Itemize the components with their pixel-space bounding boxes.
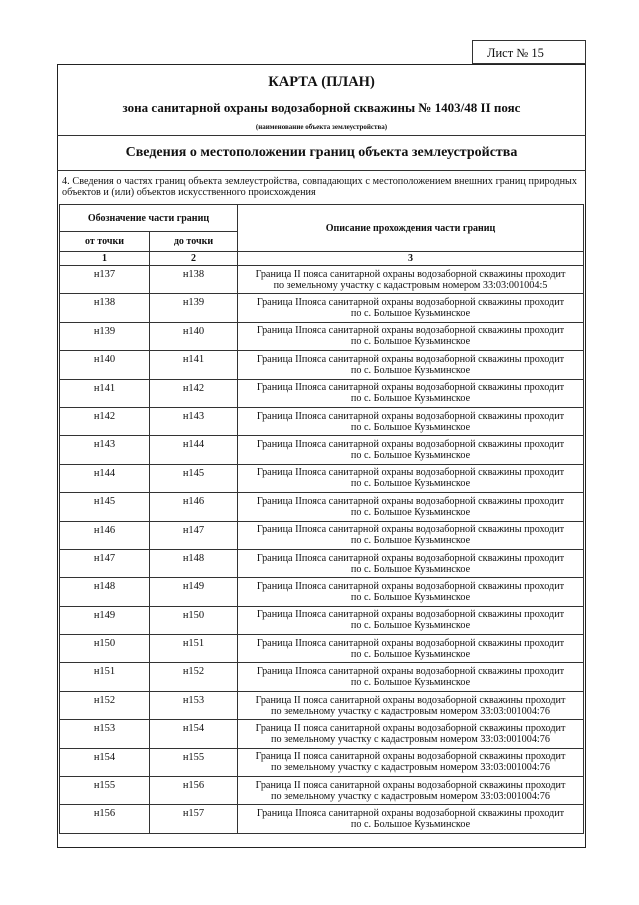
boundary-description <box>238 266 584 294</box>
column-number-1: 1 <box>60 252 150 266</box>
boundary-description <box>238 322 584 350</box>
boundary-description <box>238 549 584 577</box>
sheet-number: Лист № 15 <box>487 46 544 60</box>
from-point: н142 <box>60 407 150 435</box>
description-line-2: по с. Большое Кузьминское <box>350 336 471 348</box>
subtitle-caption: (наименование объекта землеустройства) <box>255 123 388 131</box>
from-point: н141 <box>60 379 150 407</box>
description-line-2: по с. Большое Кузьминское <box>350 620 471 632</box>
from-point: н137 <box>60 266 150 294</box>
to-point: н144 <box>150 436 238 464</box>
description-line-1: Граница IIпояса санитарной охраны водозаборной скважины проходит <box>256 353 565 365</box>
description-line-1: Граница II пояса санитарной охраны водозаборной скважины проходит <box>255 694 566 706</box>
to-point: н141 <box>150 351 238 379</box>
boundary-description <box>238 691 584 719</box>
to-point: н139 <box>150 294 238 322</box>
table-row <box>60 266 584 294</box>
table-row <box>60 351 584 379</box>
boundary-table <box>59 204 584 834</box>
from-point: н151 <box>60 663 150 691</box>
description-line-1: Граница IIпояса санитарной охраны водозаборной скважины проходит <box>256 297 565 309</box>
from-point: н140 <box>60 351 150 379</box>
to-point: н149 <box>150 578 238 606</box>
description-line-1: Граница II пояса санитарной охраны водозаборной скважины проходит <box>255 751 566 763</box>
description-line-1: Граница IIпояса санитарной охраны водозаборной скважины проходит <box>256 382 565 394</box>
description-line-1: Граница IIпояса санитарной охраны водозаборной скважины проходит <box>256 637 565 649</box>
description-line-1: Граница IIпояса санитарной охраны водозаборной скважины проходит <box>256 495 565 507</box>
divider-line <box>57 135 586 136</box>
from-point: н146 <box>60 521 150 549</box>
description-line-1: Граница IIпояса санитарной охраны водозаборной скважины проходит <box>256 609 565 621</box>
description-line-2: по земельному участку с кадастровым номером 33:03:001004:76 <box>271 762 550 774</box>
table-row <box>60 720 584 748</box>
from-point: н155 <box>60 777 150 805</box>
from-point: н148 <box>60 578 150 606</box>
boundary-description <box>238 464 584 492</box>
table-row <box>60 294 584 322</box>
table-row <box>60 549 584 577</box>
table-row <box>60 691 584 719</box>
boundary-description <box>238 635 584 663</box>
boundary-description <box>238 606 584 634</box>
document-title: КАРТА (ПЛАН) <box>268 74 375 90</box>
description-line-2: по с. Большое Кузьминское <box>350 308 471 320</box>
sheet-number-box <box>472 40 586 64</box>
from-point: н150 <box>60 635 150 663</box>
table-row <box>60 436 584 464</box>
description-line-1: Граница IIпояса санитарной охраны водозаборной скважины проходит <box>256 580 565 592</box>
table-row <box>60 805 584 833</box>
section-title: Сведения о местоположении границ объекта землеустройства <box>125 145 518 160</box>
description-line-2: по с. Большое Кузьминское <box>350 563 471 575</box>
boundary-description <box>238 663 584 691</box>
from-point: н152 <box>60 691 150 719</box>
description-line-2: по земельному участку с кадастровым номером 33:03:001004:5 <box>273 279 548 291</box>
description-line-2: по с. Большое Кузьминское <box>350 535 471 547</box>
boundary-description <box>238 748 584 776</box>
to-point: н150 <box>150 606 238 634</box>
boundary-description <box>238 436 584 464</box>
description-line-1: Граница IIпояса санитарной охраны водозаборной скважины проходит <box>256 410 565 422</box>
from-point: н144 <box>60 464 150 492</box>
document-subtitle: зона санитарной охраны водозаборной скважины № 1403/48 II пояс <box>122 100 521 115</box>
table-row <box>60 493 584 521</box>
description-line-1: Граница IIпояса санитарной охраны водозаборной скважины проходит <box>256 325 565 337</box>
from-point: н143 <box>60 436 150 464</box>
table-row <box>60 379 584 407</box>
description-line-1: Граница IIпояса санитарной охраны водозаборной скважины проходит <box>256 439 565 451</box>
description-line-2: по с. Большое Кузьминское <box>350 478 471 490</box>
description-line-1: Граница II пояса санитарной охраны водозаборной скважины проходит <box>255 779 566 791</box>
table-row <box>60 407 584 435</box>
to-point: н155 <box>150 748 238 776</box>
table-body <box>60 266 584 834</box>
description-line-1: Граница IIпояса санитарной охраны водозаборной скважины проходит <box>256 808 565 820</box>
from-point: н138 <box>60 294 150 322</box>
from-point: н147 <box>60 549 150 577</box>
table-row <box>60 521 584 549</box>
boundary-description <box>238 720 584 748</box>
description-line-2: по с. Большое Кузьминское <box>350 648 471 660</box>
boundary-description <box>238 379 584 407</box>
divider-line <box>57 170 586 171</box>
table-row <box>60 635 584 663</box>
description-line-2: по с. Большое Кузьминское <box>350 819 471 831</box>
description-line-1: Граница II пояса санитарной охраны водозаборной скважины проходит <box>255 722 566 734</box>
table-row <box>60 464 584 492</box>
table-row <box>60 578 584 606</box>
description-line-2: по с. Большое Кузьминское <box>350 677 471 689</box>
to-point: н143 <box>150 407 238 435</box>
description-line-2: по с. Большое Кузьминское <box>350 506 471 518</box>
description-line-1: Граница IIпояса санитарной охраны водозаборной скважины проходит <box>256 524 565 536</box>
to-point: н153 <box>150 691 238 719</box>
description-line-2: по с. Большое Кузьминское <box>350 393 471 405</box>
description-line-2: по земельному участку с кадастровым номером 33:03:001004:76 <box>271 733 550 745</box>
description-line-1: Граница II пояса санитарной охраны водозаборной скважины проходит <box>255 268 566 280</box>
from-point: н145 <box>60 493 150 521</box>
from-point: н156 <box>60 805 150 833</box>
description-line-1: Граница IIпояса санитарной охраны водозаборной скважины проходит <box>256 552 565 564</box>
to-point: н154 <box>150 720 238 748</box>
header-boundary-part: Обозначение части границ <box>60 205 238 232</box>
description-line-1: Граница IIпояса санитарной охраны водозаборной скважины проходит <box>256 666 565 678</box>
description-line-2: по с. Большое Кузьминское <box>350 364 471 376</box>
to-point: н146 <box>150 493 238 521</box>
description-line-2: по с. Большое Кузьминское <box>350 421 471 433</box>
header-from-point: от точки <box>60 232 150 252</box>
description-line-2: по земельному участку с кадастровым номером 33:03:001004:76 <box>271 705 550 717</box>
boundary-description <box>238 578 584 606</box>
table-row <box>60 777 584 805</box>
boundary-description <box>238 805 584 833</box>
to-point: н157 <box>150 805 238 833</box>
to-point: н138 <box>150 266 238 294</box>
from-point: н139 <box>60 322 150 350</box>
from-point: н153 <box>60 720 150 748</box>
boundary-description <box>238 407 584 435</box>
to-point: н151 <box>150 635 238 663</box>
description-line-2: по земельному участку с кадастровым номером 33:03:001004:76 <box>271 790 550 802</box>
header-to-point: до точки <box>150 232 238 252</box>
description-line-2: по с. Большое Кузьминское <box>350 450 471 462</box>
to-point: н148 <box>150 549 238 577</box>
column-number-3: 3 <box>238 252 584 266</box>
table-row <box>60 663 584 691</box>
header-description: Описание прохождения части границ <box>238 205 584 252</box>
boundary-description <box>238 777 584 805</box>
boundary-description <box>238 351 584 379</box>
to-point: н147 <box>150 521 238 549</box>
boundary-description <box>238 493 584 521</box>
table-row <box>60 322 584 350</box>
description-line-2: по с. Большое Кузьминское <box>350 591 471 603</box>
column-number-2: 2 <box>150 252 238 266</box>
boundary-description <box>238 294 584 322</box>
boundary-description <box>238 521 584 549</box>
table-row <box>60 748 584 776</box>
table-row <box>60 606 584 634</box>
section-note: 4. Сведения о частях границ объекта землеустройства, совпадающих с местоположением внешних границ природных объектов и (или) объектов искусственного происхождения <box>62 176 577 198</box>
to-point: н152 <box>150 663 238 691</box>
from-point: н149 <box>60 606 150 634</box>
to-point: н156 <box>150 777 238 805</box>
to-point: н140 <box>150 322 238 350</box>
description-line-1: Граница IIпояса санитарной охраны водозаборной скважины проходит <box>256 467 565 479</box>
to-point: н142 <box>150 379 238 407</box>
from-point: н154 <box>60 748 150 776</box>
to-point: н145 <box>150 464 238 492</box>
